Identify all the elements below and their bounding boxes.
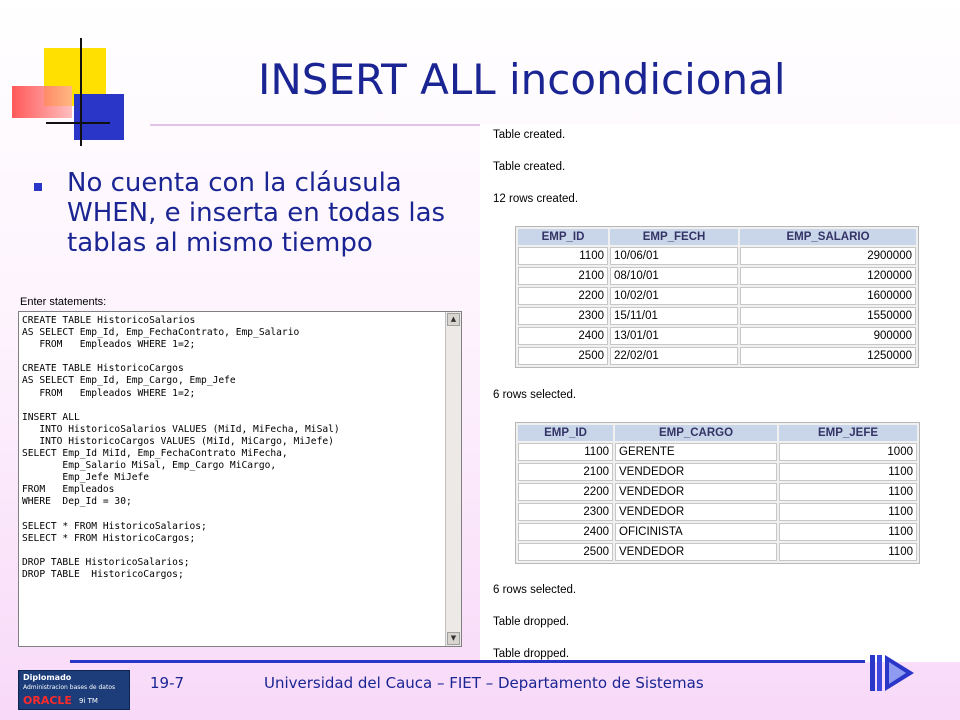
decor-vertical-line — [80, 38, 82, 146]
msg-rows-selected: 6 rows selected. — [493, 584, 577, 596]
next-slide-arrow-icon[interactable] — [868, 652, 918, 694]
table-row — [518, 347, 916, 365]
table-cell: 2300 — [518, 307, 608, 325]
column-header: EMP_SALARIO — [740, 229, 916, 245]
column-header: EMP_ID — [518, 229, 608, 245]
table-row — [518, 443, 917, 461]
scroll-down-arrow-icon[interactable]: ▼ — [447, 632, 460, 645]
table-cell: 2100 — [518, 463, 613, 481]
table-row — [518, 463, 917, 481]
table-cell: 900000 — [740, 327, 916, 345]
table-row — [518, 267, 916, 285]
slide-title: INSERT ALL incondicional — [258, 55, 786, 104]
statements-label: Enter statements: — [20, 296, 107, 308]
msg-table-dropped: Table dropped. — [493, 648, 570, 660]
msg-table-created: Table created. — [493, 161, 566, 173]
table-cell: VENDEDOR — [615, 503, 777, 521]
decor-red-bar — [12, 86, 72, 118]
result-table-cargos — [515, 422, 920, 564]
bullet-text: No cuenta con la cláusula WHEN, e inserta en todas las tablas al mismo tiempo — [67, 168, 446, 258]
table-row — [518, 247, 916, 265]
table-cell: 1100 — [779, 543, 917, 561]
table-cell: OFICINISTA — [615, 523, 777, 541]
column-header: EMP_ID — [518, 425, 613, 441]
table-cell: 08/10/01 — [610, 267, 738, 285]
column-header: EMP_CARGO — [615, 425, 777, 441]
table-cell: 10/02/01 — [610, 287, 738, 305]
table-cell: 1200000 — [740, 267, 916, 285]
result-table-salarios — [515, 226, 919, 368]
table-cell: 2200 — [518, 483, 613, 501]
statements-scrollbar[interactable] — [445, 312, 461, 646]
table-cell: 2200 — [518, 287, 608, 305]
msg-table-dropped: Table dropped. — [493, 616, 570, 628]
table-cell: 2900000 — [740, 247, 916, 265]
table-cell: 2500 — [518, 347, 608, 365]
msg-rows-created: 12 rows created. — [493, 193, 579, 205]
table-cell: VENDEDOR — [615, 483, 777, 501]
table-row — [518, 287, 916, 305]
table-cell: 1100 — [518, 247, 608, 265]
decor-horizontal-line — [46, 122, 110, 124]
table-row — [518, 503, 917, 521]
table-cell: 2400 — [518, 523, 613, 541]
table-cell: 1100 — [779, 483, 917, 501]
msg-rows-selected: 6 rows selected. — [493, 389, 577, 401]
statements-textarea[interactable] — [18, 311, 462, 647]
table-cell: 22/02/01 — [610, 347, 738, 365]
table-cell: GERENTE — [615, 443, 777, 461]
footer-text: Universidad del Cauca – FIET – Departamento de Sistemas — [264, 674, 704, 692]
table-row — [518, 307, 916, 325]
output-panel — [480, 124, 960, 662]
table-cell: 1100 — [779, 523, 917, 541]
table-cell: 2500 — [518, 543, 613, 561]
table-cell: VENDEDOR — [615, 463, 777, 481]
table-cell: 1100 — [779, 503, 917, 521]
table-cell: VENDEDOR — [615, 543, 777, 561]
column-header: EMP_JEFE — [779, 425, 917, 441]
table-cell: 1100 — [518, 443, 613, 461]
table-row — [518, 543, 917, 561]
table-row — [518, 327, 916, 345]
msg-table-created: Table created. — [493, 129, 566, 141]
table-cell: 2400 — [518, 327, 608, 345]
square-bullet-icon — [34, 183, 42, 191]
scroll-up-arrow-icon[interactable]: ▲ — [447, 313, 460, 326]
statements-code[interactable]: CREATE TABLE HistoricoSalarios AS SELECT Emp_Id, Emp_FechaContrato, Emp_Salario FROM Empleados WHERE 1=2; CREATE TABLE HistoricoCargos AS SELECT Emp_Id, Emp_Cargo, Emp_Jefe FROM Empleados WHERE 1=2; INSERT ALL INTO HistoricoSalarios VALUES (MiId, MiFecha, MiSal) INTO HistoricoCargos VALUES (MiId, MiCargo, MiJefe) SELECT Emp_Id MiId, Emp_FechaContrato MiFecha, Emp_Salario MiSal, Emp_Cargo MiCargo, Emp_Jefe MiJefe FROM Empleados WHERE Dep_Id = 30; SELECT * FROM HistoricoSalarios; SELECT * FROM HistoricoCargos; DROP TABLE HistoricoSalarios; DROP TABLE HistoricoCargos; — [22, 315, 340, 580]
table-cell: 2100 — [518, 267, 608, 285]
slide-number: 19-7 — [150, 674, 185, 692]
table-cell: 15/11/01 — [610, 307, 738, 325]
column-header: EMP_FECH — [610, 229, 738, 245]
table-cell: 1000 — [779, 443, 917, 461]
table-cell: 1250000 — [740, 347, 916, 365]
table-row — [518, 523, 917, 541]
table-cell: 1100 — [779, 463, 917, 481]
table-cell: 13/01/01 — [610, 327, 738, 345]
table-cell: 10/06/01 — [610, 247, 738, 265]
diplomado-oracle-logo: Diplomado Administracion bases de datos ORACLE 9i TM — [18, 670, 130, 710]
table-row — [518, 483, 917, 501]
table-cell: 1550000 — [740, 307, 916, 325]
table-cell: 1600000 — [740, 287, 916, 305]
footer-divider — [70, 660, 865, 663]
table-cell: 2300 — [518, 503, 613, 521]
